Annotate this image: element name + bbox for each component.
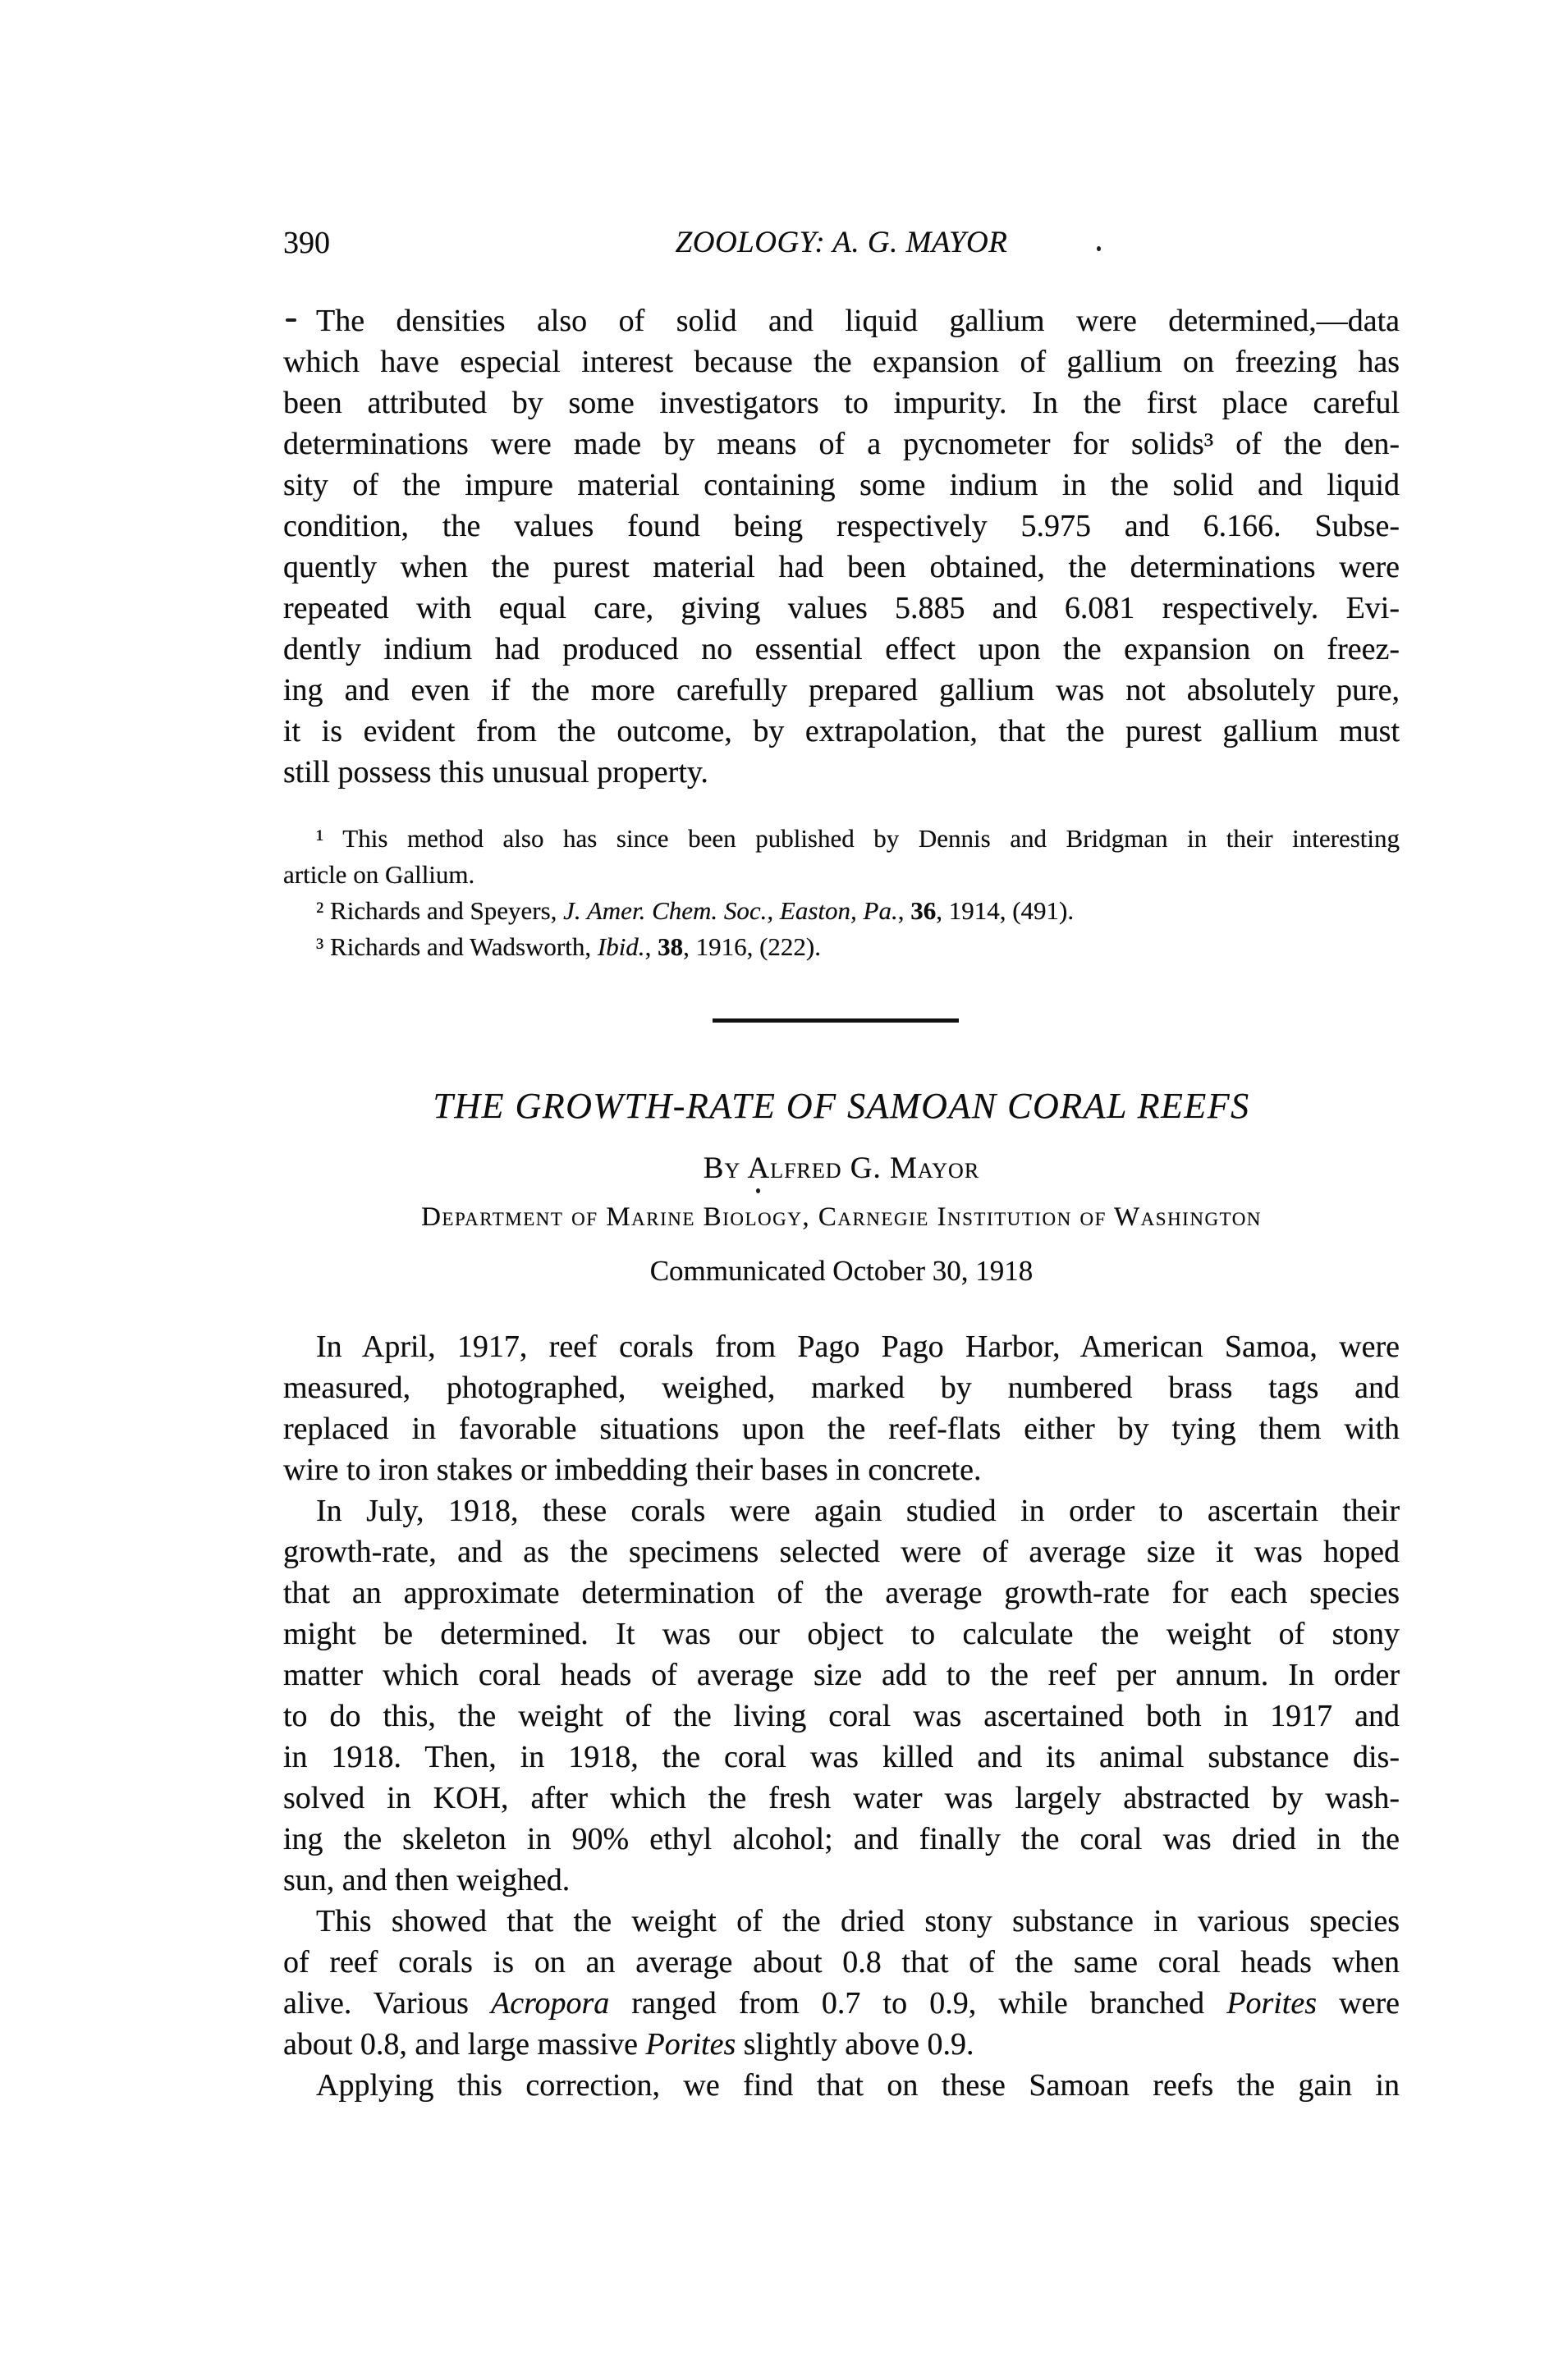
page-header xyxy=(283,227,1400,259)
text-line xyxy=(283,1326,1400,1367)
text-line xyxy=(283,1778,1400,1819)
text-line xyxy=(283,1490,1400,1531)
text-line xyxy=(283,506,1400,547)
text-segment: sity of the impure material containing some indium in the solid and liquid xyxy=(283,468,1400,502)
text-line xyxy=(283,1449,1400,1490)
page-number: 390 xyxy=(283,226,330,260)
text-segment: replaced in favorable situations upon the reef-flats either by tying them with xyxy=(283,1412,1400,1446)
text-line xyxy=(283,465,1400,506)
text-segment: sun, and then weighed. xyxy=(283,1863,571,1897)
text-line xyxy=(283,821,1400,857)
text-segment: ² Richards and Speyers, xyxy=(316,896,564,925)
text-segment: article on Gallium. xyxy=(283,860,475,889)
text-line xyxy=(283,1367,1400,1408)
text-line xyxy=(283,752,1400,793)
gallium-article-paragraph xyxy=(283,300,1400,793)
text-line xyxy=(283,341,1400,382)
scan-artifact-dash xyxy=(286,318,296,322)
text-line xyxy=(283,1860,1400,1901)
text-segment: that an approximate determination of the average growth-rate for each species xyxy=(283,1576,1400,1610)
text-segment: been attributed by some investigators to impurity. In the first place careful xyxy=(283,386,1400,420)
text-segment: of reef corals is on an average about 0.8 that of the same coral heads when xyxy=(283,1945,1400,1980)
text-segment: dently indium had produced no essential effect upon the expansion on freez- xyxy=(283,632,1400,666)
article-communicated-date: Communicated October 30, 1918 xyxy=(649,1255,1034,1287)
text-segment: ing the skeleton in 90% ethyl alcohol; and finally the coral was dried in the xyxy=(283,1822,1400,1856)
article-byline: By Alfred G. Mayor xyxy=(703,1151,980,1185)
text-segment: matter which coral heads of average size add to the reef per annum. In order xyxy=(283,1658,1400,1692)
article-title: THE GROWTH-RATE OF SAMOAN CORAL REEFS xyxy=(433,1086,1250,1126)
article-body xyxy=(283,1326,1400,2106)
footnotes xyxy=(283,821,1400,965)
italic-text-segment: Acropora xyxy=(491,1986,610,2021)
text-line xyxy=(283,929,1400,965)
text-segment: quently when the purest material had been obtained, the determinations were xyxy=(283,550,1400,584)
text-line xyxy=(283,1942,1400,1983)
text-line xyxy=(283,857,1400,893)
text-line xyxy=(283,423,1400,465)
text-segment: to do this, the weight of the living coral was ascertained both in 1917 and xyxy=(283,1699,1400,1733)
text-segment: The densities also of solid and liquid gallium were determined,—data xyxy=(316,304,1400,338)
text-segment: alive. Various xyxy=(283,1986,492,2021)
text-segment: ¹ This method also has since been published by Dennis and Bridgman in their interesting xyxy=(316,824,1400,853)
text-segment: wire to iron stakes or imbedding their bases in concrete. xyxy=(283,1453,982,1487)
text-segment: , xyxy=(644,932,658,961)
article-divider-rule xyxy=(713,1018,959,1023)
text-segment: which have especial interest because the expansion of gallium on freezing has xyxy=(283,345,1400,379)
text-line xyxy=(283,547,1400,588)
text-segment: condition, the values found being respectively 5.975 and 6.166. Subse- xyxy=(283,509,1400,543)
text-segment: , 1916, (222). xyxy=(683,932,821,961)
article-affiliation: Department of Marine Biology, Carnegie Institution of Washington xyxy=(421,1202,1262,1232)
text-line xyxy=(283,1696,1400,1737)
text-segment: were xyxy=(1317,1986,1400,2021)
text-line xyxy=(283,670,1400,711)
text-segment: about 0.8, and large massive xyxy=(283,2027,646,2062)
text-line xyxy=(283,1613,1400,1655)
text-segment: it is evident from the outcome, by extrapolation, that the purest gallium must xyxy=(283,714,1400,748)
text-line xyxy=(283,2065,1400,2106)
text-line xyxy=(283,300,1400,341)
italic-text-segment: J. Amer. Chem. Soc., Easton, Pa. xyxy=(563,896,898,925)
text-segment: solved in KOH, after which the fresh water was largely abstracted by wash- xyxy=(283,1781,1400,1815)
text-segment: measured, photographed, weighed, marked by numbered brass tags and xyxy=(283,1371,1400,1405)
italic-text-segment: Porites xyxy=(645,2027,736,2062)
text-line xyxy=(283,2024,1400,2065)
text-segment: , xyxy=(897,896,911,925)
text-line xyxy=(283,1572,1400,1613)
text-line xyxy=(283,711,1400,752)
text-segment: , 1914, (491). xyxy=(936,896,1075,925)
text-segment: repeated with equal care, giving values 5.885 and 6.081 respectively. Evi- xyxy=(283,591,1400,625)
text-segment: In July, 1918, these corals were again studied in order to ascertain their xyxy=(316,1494,1400,1528)
text-line xyxy=(283,588,1400,629)
text-segment: might be determined. It was our object to calculate the weight of stony xyxy=(283,1617,1400,1651)
text-segment: This showed that the weight of the dried stony substance in various species xyxy=(316,1904,1400,1938)
text-line xyxy=(283,1655,1400,1696)
text-segment: Applying this correction, we find that on these Samoan reefs the gain in xyxy=(316,2068,1400,2103)
text-line xyxy=(283,1408,1400,1449)
text-segment: still possess this unusual property. xyxy=(283,755,708,790)
text-line xyxy=(283,893,1400,929)
text-line xyxy=(283,1819,1400,1860)
bold-text-segment: 36 xyxy=(910,896,937,925)
text-line xyxy=(283,1737,1400,1778)
text-segment: In April, 1917, reef corals from Pago Pago Harbor, American Samoa, were xyxy=(316,1330,1400,1364)
text-segment: ing and even if the more carefully prepared gallium was not absolutely pure, xyxy=(283,673,1400,707)
bold-text-segment: 38 xyxy=(658,932,684,961)
running-title: ZOOLOGY: A. G. MAYOR xyxy=(675,226,1008,259)
text-segment: determinations were made by means of a pycnometer for solids³ of the den- xyxy=(283,427,1400,461)
text-segment: ³ Richards and Wadsworth, xyxy=(316,932,598,961)
text-segment: growth-rate, and as the specimens selected were of average size it was hoped xyxy=(283,1535,1400,1569)
text-line xyxy=(283,1983,1400,2024)
text-segment: in 1918. Then, in 1918, the coral was killed and its animal substance dis- xyxy=(283,1740,1400,1774)
text-line xyxy=(283,1531,1400,1572)
text-segment: slightly above 0.9. xyxy=(736,2027,974,2062)
scan-artifact-dot xyxy=(756,1188,760,1193)
text-line xyxy=(283,382,1400,423)
text-line xyxy=(283,629,1400,670)
text-segment: ranged from 0.7 to 0.9, while branched xyxy=(609,1986,1227,2021)
text-line xyxy=(283,1901,1400,1942)
scan-artifact-dot xyxy=(1097,246,1101,251)
italic-text-segment: Ibid. xyxy=(597,932,645,961)
italic-text-segment: Porites xyxy=(1226,1986,1318,2021)
